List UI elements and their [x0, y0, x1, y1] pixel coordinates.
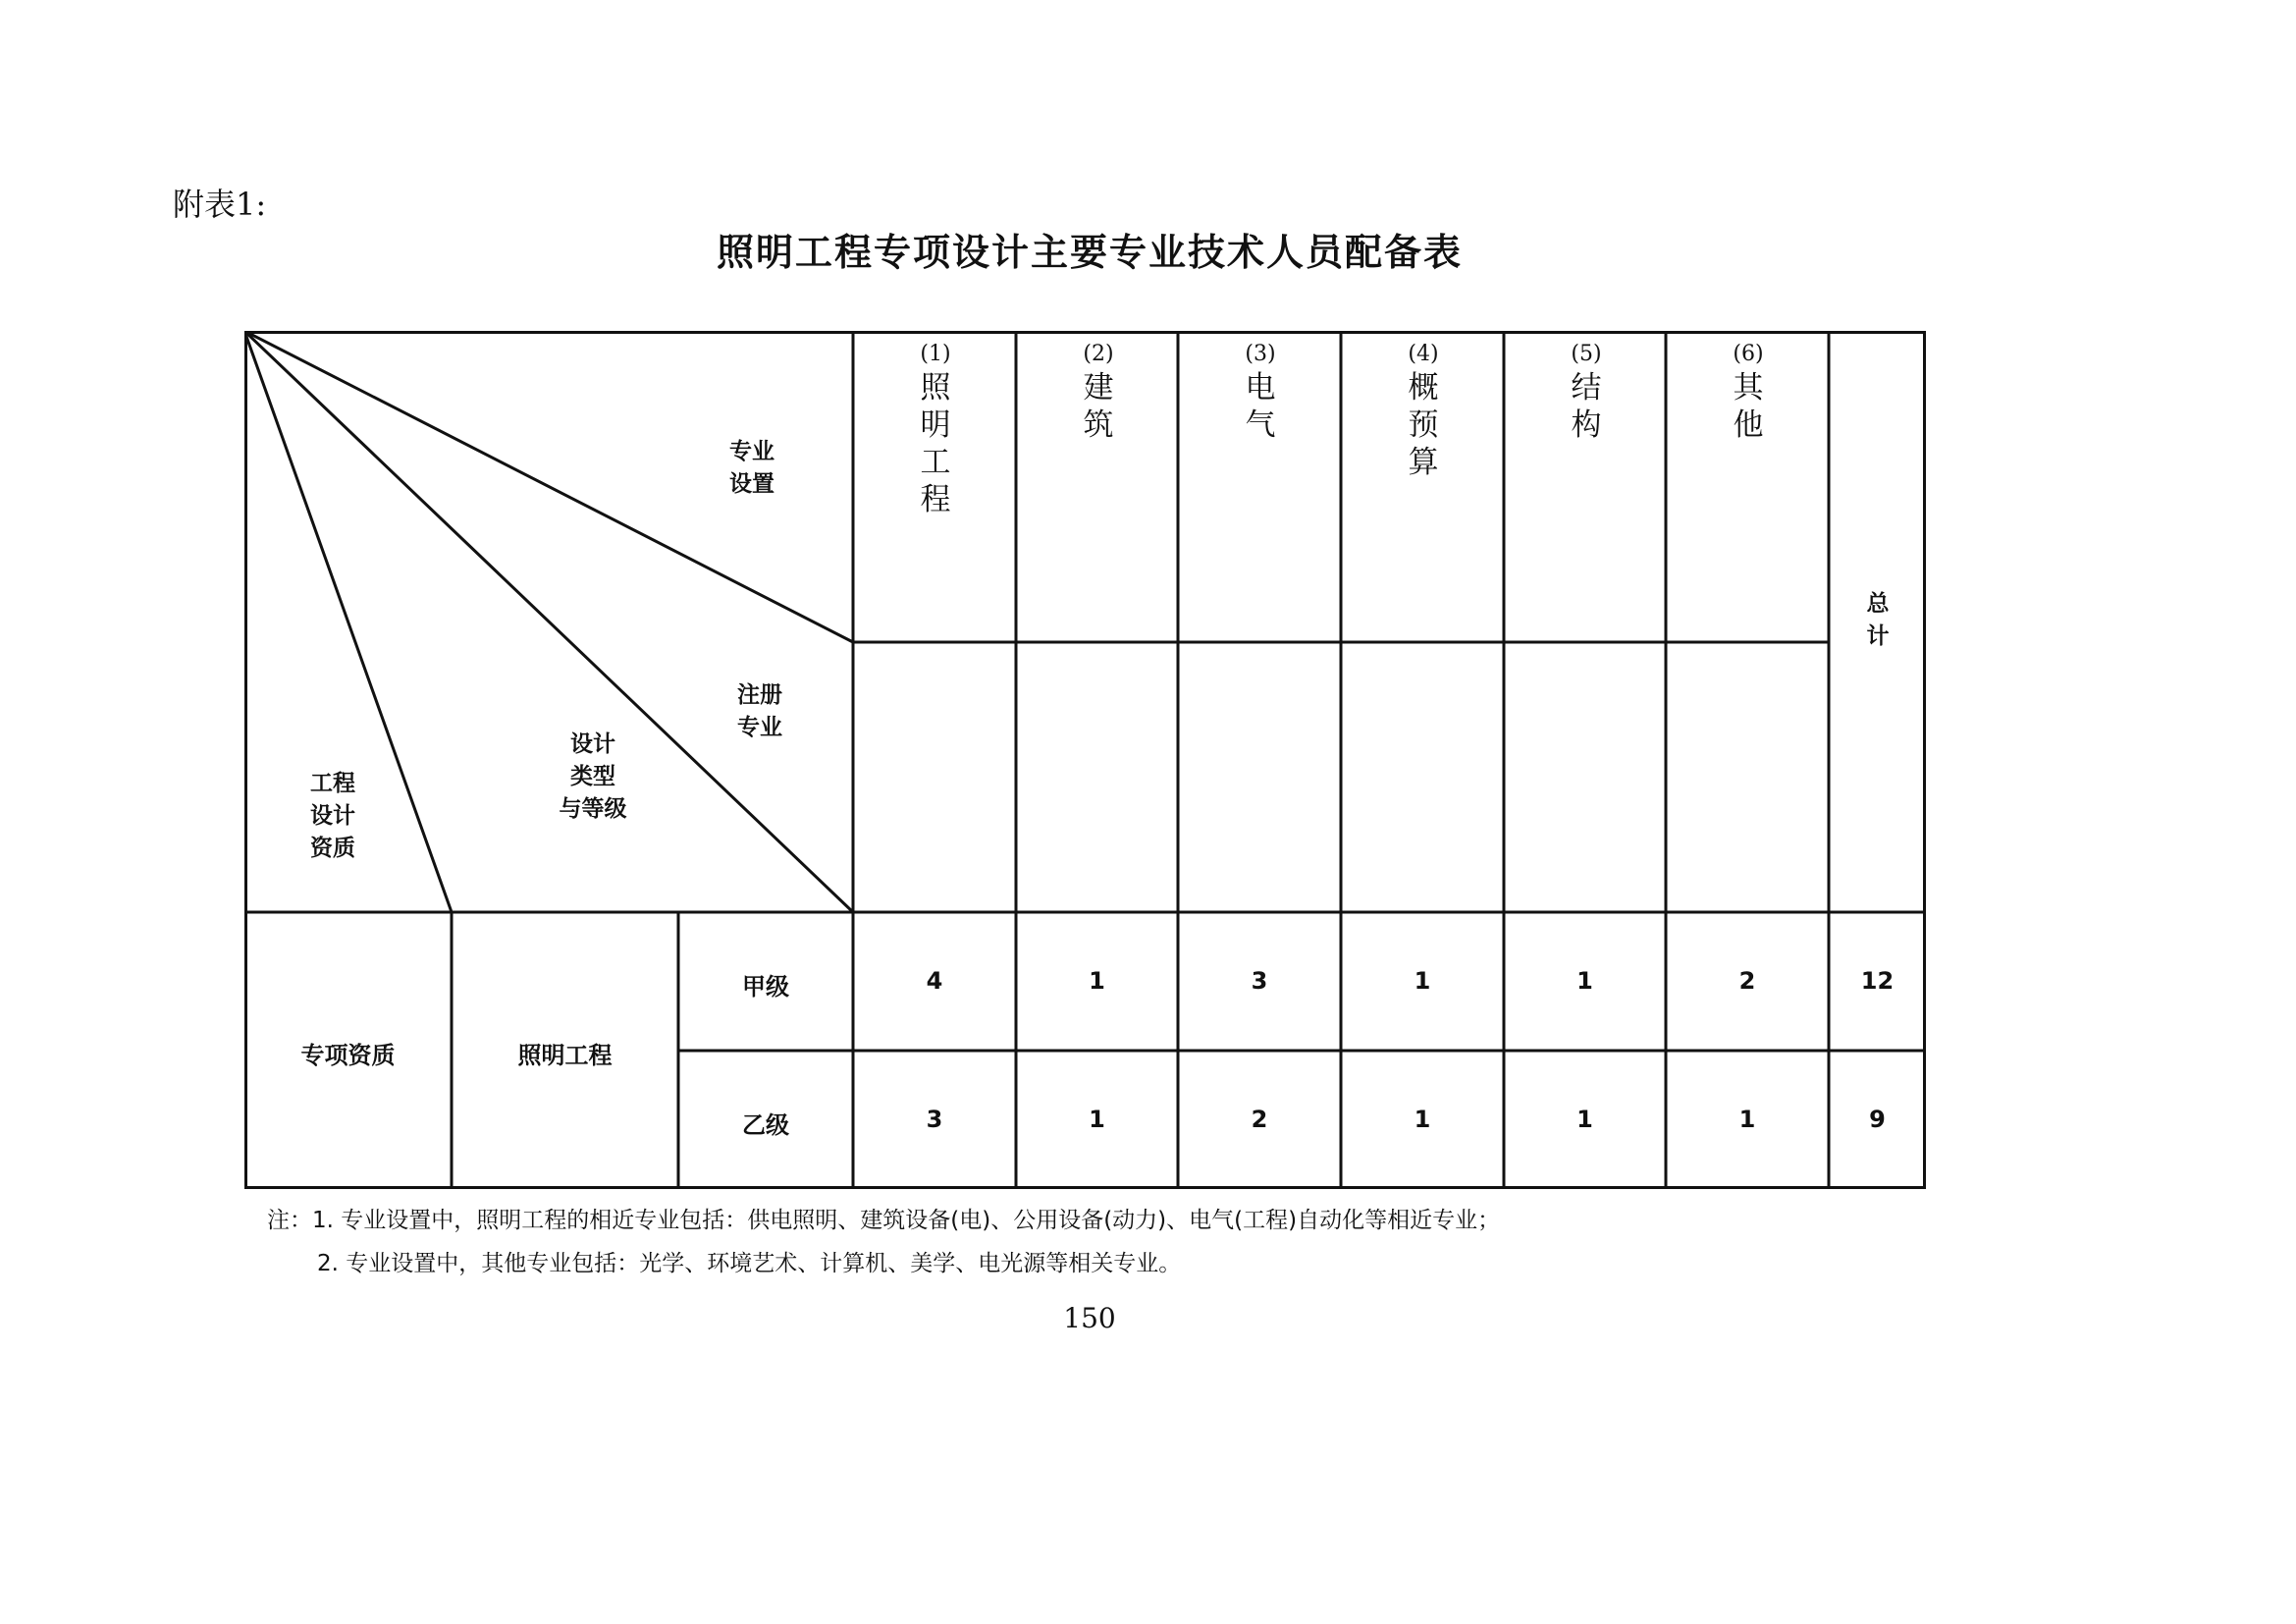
staffing-table	[244, 331, 1926, 1189]
total-column-header: 总 计	[1866, 591, 1890, 649]
table-cell: 1	[1089, 967, 1105, 995]
note-2: 2. 专业设置中，其他专业包括：光学、环境艺术、计算机、美学、电光源等相关专业。	[317, 1251, 1182, 1276]
column-header-other: (6) 其 他	[1733, 342, 1764, 443]
table-cell: 1	[1089, 1106, 1105, 1133]
table-title: 照明工程专项设计主要专业技术人员配备表	[716, 231, 1463, 274]
column-header-electrical: (3) 电 气	[1245, 342, 1276, 443]
table-cell: 1	[1414, 1106, 1431, 1133]
table-cell: 2	[1738, 967, 1756, 995]
table-cell: 1	[1576, 967, 1593, 995]
row-total: 12	[1860, 967, 1895, 995]
qualification-type: 专项资质	[300, 1042, 396, 1069]
engineering-type: 照明工程	[517, 1042, 613, 1069]
column-header-structure: (5) 结 构	[1571, 342, 1602, 443]
row-total: 9	[1869, 1106, 1886, 1133]
appendix-label: 附表1:	[173, 186, 267, 223]
table-cell: 1	[1414, 967, 1431, 995]
page-number: 150	[1063, 1302, 1116, 1334]
column-header-lighting: (1) 照 明 工 程	[920, 342, 951, 517]
grade-label: 甲级	[742, 973, 789, 1001]
table-cell: 3	[926, 1106, 943, 1133]
table-cell: 1	[1576, 1106, 1593, 1133]
registered-specialty-label: 注册 专业	[737, 682, 782, 740]
design-type-grade-label: 设计 类型 与等级	[559, 731, 627, 822]
column-header-budget: (4) 概 预 算	[1408, 342, 1439, 480]
note-1: 注：1. 专业设置中，照明工程的相近专业包括：供电照明、建筑设备(电)、公用设备(动力)、电气(工程)自动化等相近专业；	[267, 1208, 1501, 1233]
qualification-label: 工程 设计 资质	[310, 771, 355, 861]
specialty-setting-label: 专业 设置	[729, 439, 774, 497]
column-header-architecture: (2) 建 筑	[1083, 342, 1114, 443]
grade-label: 乙级	[742, 1111, 789, 1139]
table-cell: 4	[926, 967, 943, 995]
table-cell: 2	[1251, 1106, 1268, 1133]
table-cell: 1	[1738, 1106, 1756, 1133]
table-cell: 3	[1251, 967, 1268, 995]
